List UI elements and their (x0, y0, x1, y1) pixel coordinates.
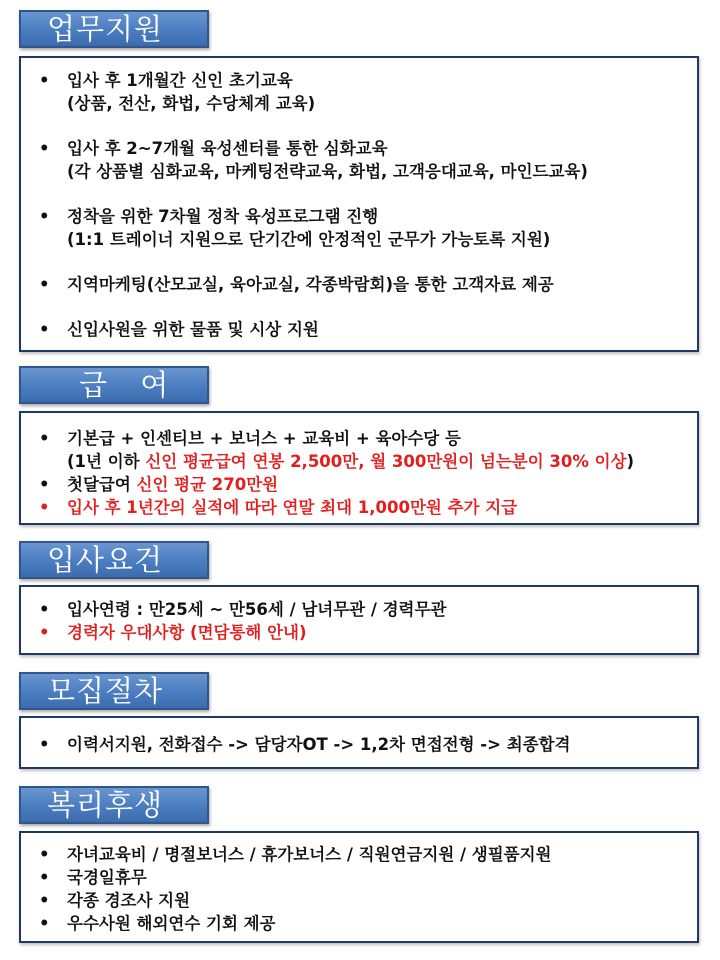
list-item: • 각종 경조사 지원 (21, 889, 697, 912)
section-box-work-support (19, 56, 699, 352)
list-item: • 지역마케팅(산모교실, 육아교실, 각종박람회)을 통한 고객자료 제공 (21, 273, 697, 296)
section-title: 업무지원 (47, 12, 164, 46)
section-header-requirements (19, 541, 209, 579)
section-title: 모집절차 (47, 674, 164, 708)
welfare-list (21, 843, 697, 935)
list-item: • 국경일휴무 (21, 866, 697, 889)
list-item: • 입사 후 2~7개월 육성센터를 통한 심화교육 (각 상품별 심화교육, 마케팅전략교육, 화법, 고객응대교육, 마인드교육) (21, 137, 697, 183)
salary-list (21, 427, 697, 519)
list-item: • 첫달급여 신인 평균 270만원 (21, 473, 697, 496)
section-header-salary (19, 366, 209, 404)
list-item: • 우수사원 해외연수 기회 제공 (21, 912, 697, 935)
section-title: 급 여 (79, 368, 181, 402)
list-item: • 기본급 + 인센티브 + 보너스 + 교육비 + 육아수당 등 (1년 이하 신인 평균급여 연봉 2,500만, 월 300만원이 넘는분이 30% 이상) (21, 427, 697, 473)
section-header-welfare (19, 786, 209, 824)
list-item: • 이력서지원, 전화접수 -> 담당자OT -> 1,2차 면접전형 -> 최종합격 (21, 733, 697, 756)
section-header-work-support (19, 10, 209, 48)
list-item: • 입사 후 1년간의 실적에 따라 연말 최대 1,000만원 추가 지급 (21, 496, 697, 519)
list-item: • 자녀교육비 / 명절보너스 / 휴가보너스 / 직원연금지원 / 생필품지원 (21, 843, 697, 866)
recruitment-list (21, 733, 697, 756)
list-item: • 정착을 위한 7차월 정착 육성프로그램 진행 (1:1 트레이너 지원으로 단기간에 안정적인 군무가 가능토록 지원) (21, 205, 697, 251)
list-item: • 입사연령 : 만25세 ~ 만56세 / 남녀무관 / 경력무관 (21, 598, 697, 621)
highlight-text: 신인 평균 270만원 (136, 475, 279, 494)
section-box-recruitment (19, 716, 699, 769)
work-support-list (21, 69, 697, 341)
section-title: 복리후생 (47, 788, 164, 822)
list-item: • 입사 후 1개월간 신인 초기교육 (상품, 전산, 화법, 수당체계 교육) (21, 69, 697, 115)
section-header-recruitment (19, 672, 209, 710)
section-box-welfare (19, 831, 699, 943)
section-box-requirements (19, 585, 699, 655)
requirements-list (21, 598, 697, 644)
list-item: • 신입사원을 위한 물품 및 시상 지원 (21, 318, 697, 341)
section-title: 입사요건 (47, 543, 164, 577)
list-item: • 경력자 우대사항 (면담통해 안내) (21, 621, 697, 644)
highlight-text: 신인 평균급여 연봉 2,500만, 월 300만원이 넘는분이 30% 이상 (145, 452, 627, 471)
section-box-salary (19, 411, 699, 525)
